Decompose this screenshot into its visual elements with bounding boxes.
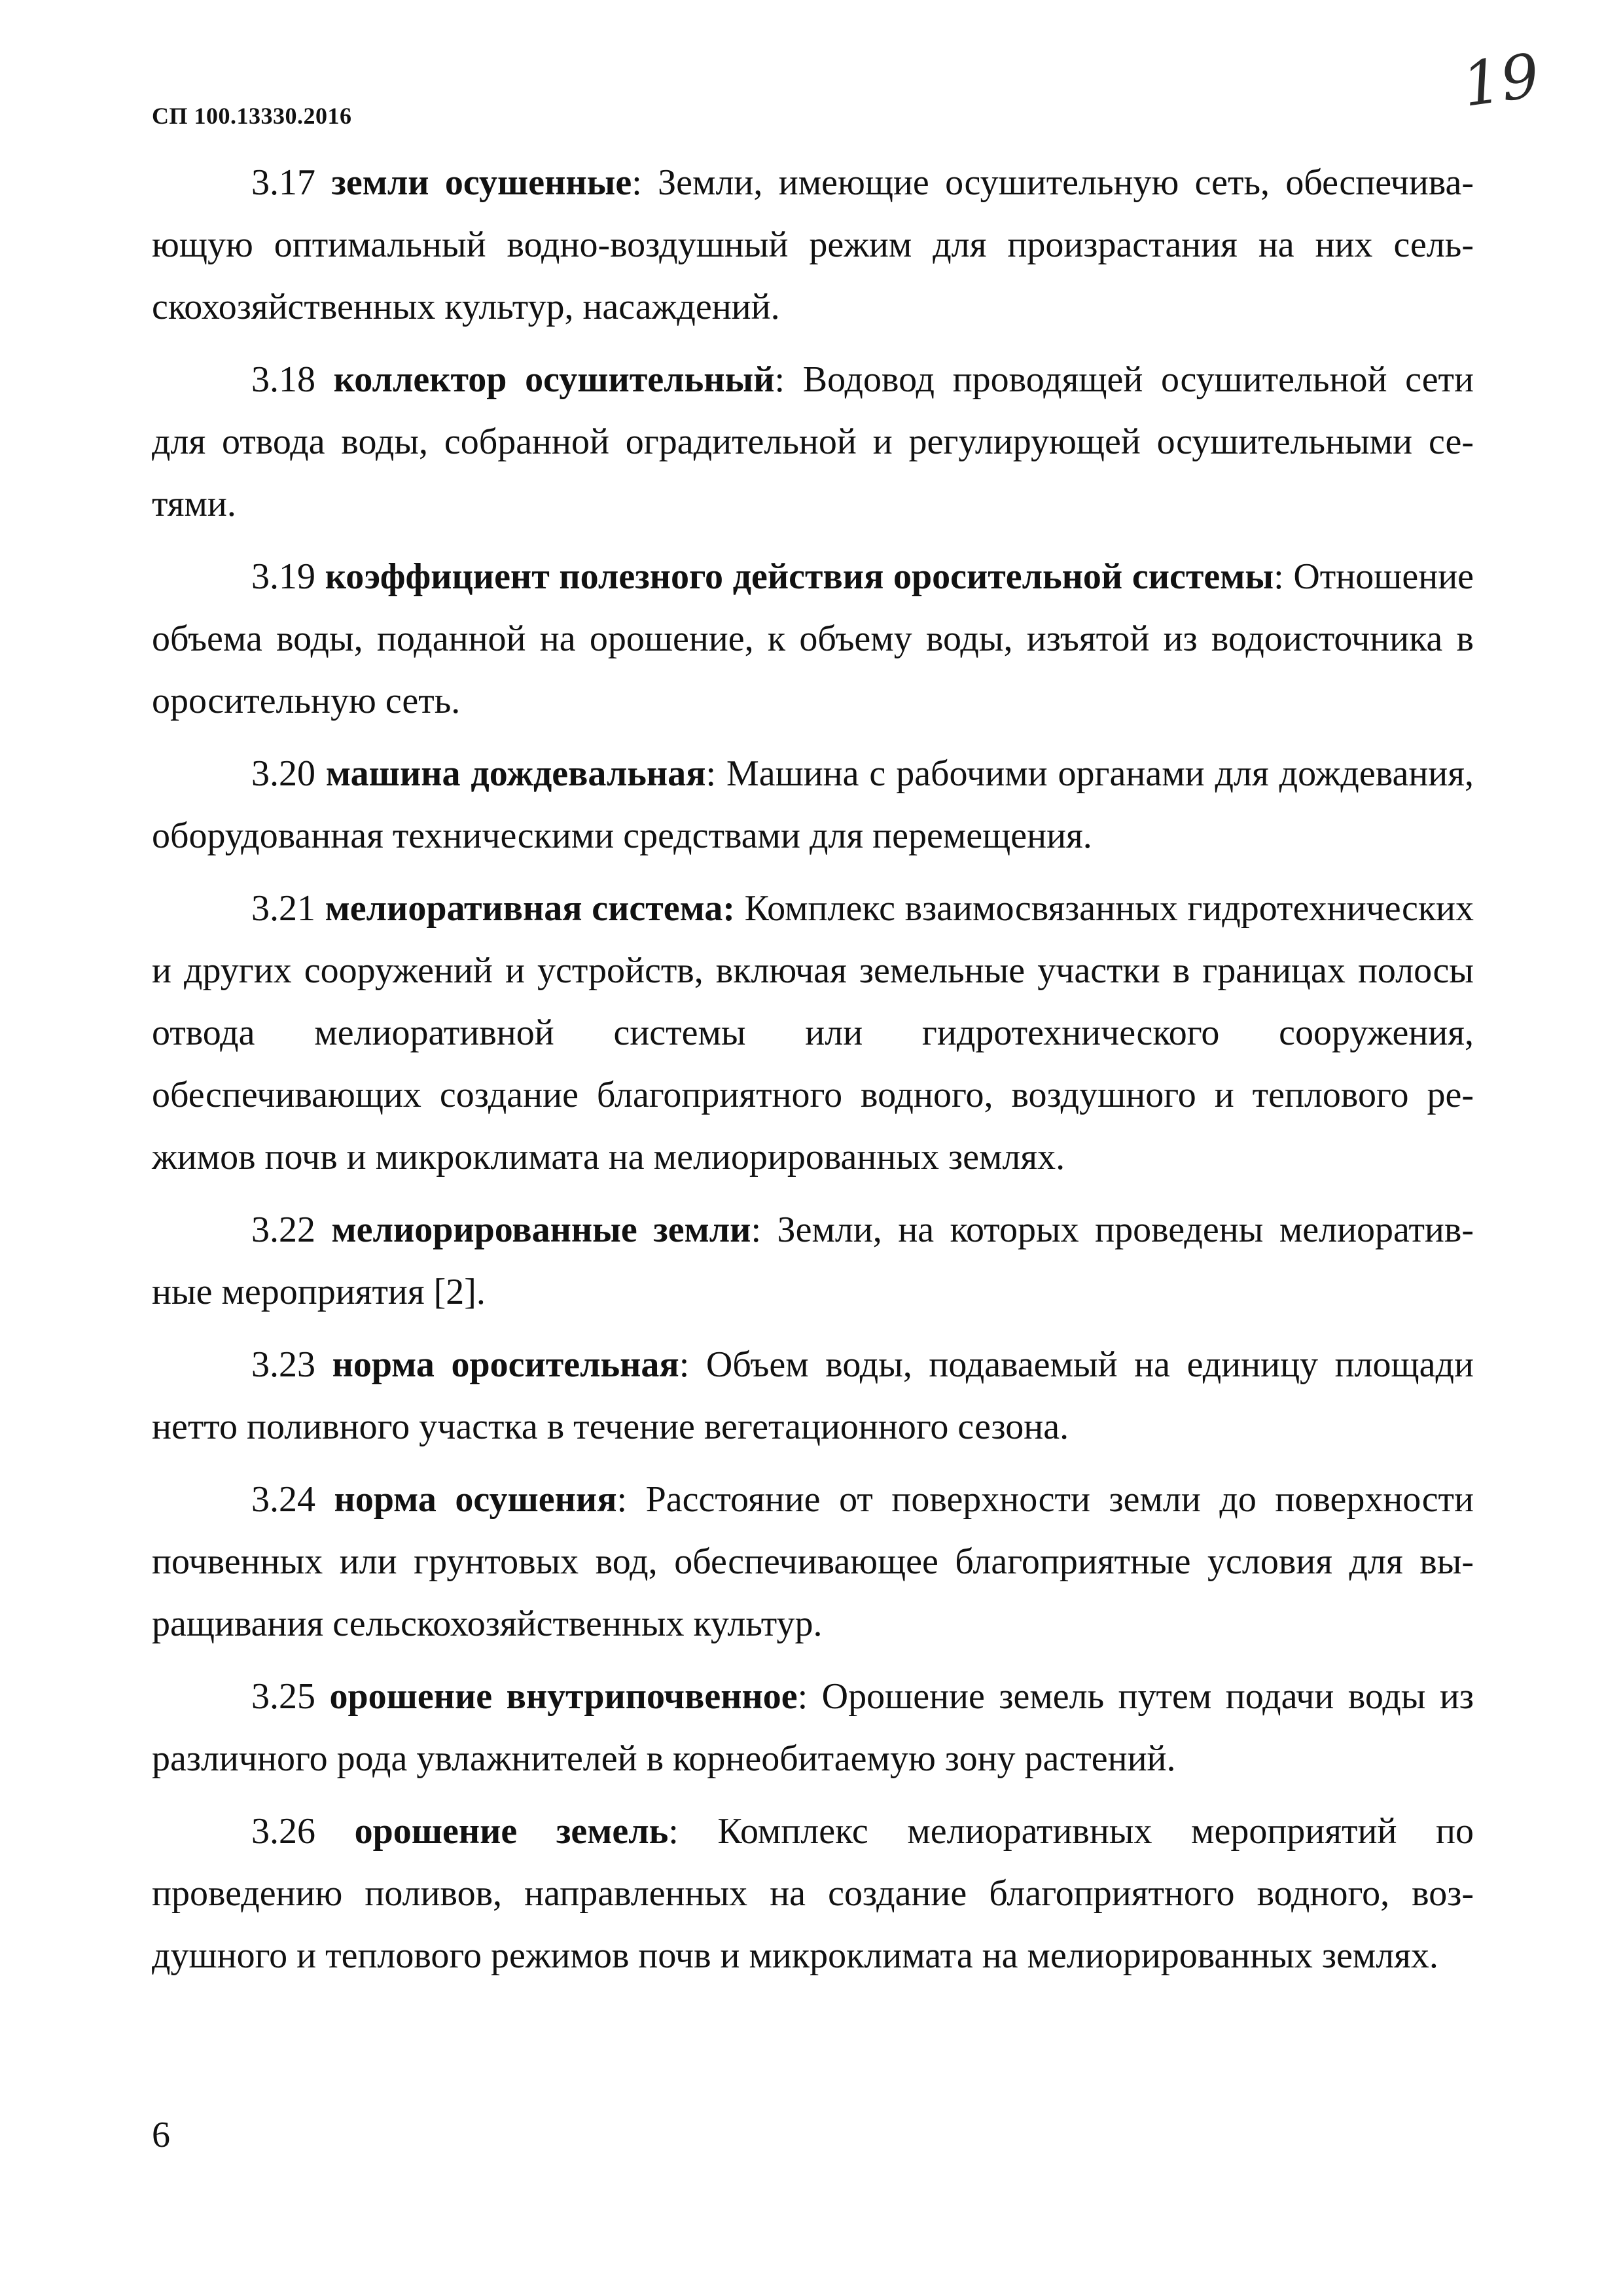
term-separator: : [705,753,717,794]
term-name: машина дождевальная [325,753,706,794]
term-number: 3.18 [251,359,315,400]
handwritten-page-number: 19 [1458,40,1544,120]
term-separator: : [632,162,642,203]
definition-3-26 [152,1801,1474,1987]
term-number: 3.25 [251,1676,315,1717]
term-name: орошение земель [354,1811,669,1852]
page-number: 6 [152,2115,170,2155]
definition-3-19 [152,546,1474,732]
definition-3-21 [152,878,1474,1189]
term-separator: : [616,1479,628,1520]
document-code: СП 100.13330.2016 [152,103,352,129]
term-number: 3.19 [251,556,315,597]
definition-3-18 [152,349,1474,535]
term-number: 3.20 [251,753,315,794]
term-definition: Водовод проводящей осушительной сети для отвода воды, собранной оградительной и регулирующей осушительными сетями. [152,359,1474,524]
term-definition: Отношение объема воды, поданной на орошение, к объему воды, изъятой из водоисточника в оросительную сеть. [152,556,1474,721]
definition-3-24 [152,1469,1474,1655]
term-name: норма осушения [334,1479,617,1520]
term-number: 3.26 [251,1811,315,1852]
term-name: мелиорированные земли [331,1210,751,1250]
term-separator: : [1274,556,1284,597]
definition-3-23 [152,1334,1474,1458]
definition-3-17 [152,152,1474,338]
term-definition: Земли, на которых проведены мелиоративные мероприятия [2]. [152,1210,1474,1312]
definition-3-22 [152,1199,1474,1323]
term-separator: : [774,359,785,400]
term-definition: Машина с рабочими органами для дождевания, оборудованная техническими средствами для перемещения. [152,753,1474,856]
term-number: 3.24 [251,1479,315,1520]
term-name: норма оросительная [332,1344,679,1385]
term-name: земли осушенные [331,162,632,203]
term-definition: Орошение земель путем подачи воды из различного рода увлажнителей в корнеобитаемую зону растений. [152,1676,1474,1779]
definition-3-25 [152,1666,1474,1790]
term-separator: : [668,1811,679,1852]
term-number: 3.17 [251,162,315,203]
definition-3-20 [152,743,1474,867]
definitions-section [152,152,1474,1998]
term-name: орошение внутрипочвенное [329,1676,798,1717]
term-definition: Земли, имеющие осушительную сеть, обеспечивающую оптимальный водно-воздушный режим для произрастания на них сельскохозяйственных культур, насаждений. [152,162,1474,327]
term-separator: : [679,1344,690,1385]
term-name: коэффициент полезного действия оросительной системы [325,556,1274,597]
term-definition: Комплекс мелиоративных мероприятий по проведению поливов, направленных на создание благоприятного водного, воздушного и теплового режимов почв и микроклимата на мелиорированных землях. [152,1811,1474,1976]
term-name: мелиоративная система: [325,888,735,929]
term-definition: Комплекс взаимосвязанных гидротехнических и других сооружений и устройств, включая земельные участки в границах полосы отвода мелиоративной системы или гидротехнического сооружения, обеспечивающих создание благоприятного водного, воздушного и теплового режимов почв и микроклимата на мелиорированных землях. [152,888,1474,1177]
term-number: 3.22 [251,1210,315,1250]
term-number: 3.21 [251,888,315,929]
term-definition: Расстояние от поверхности земли до поверхности почвенных или грунтовых вод, обеспечивающее благоприятные условия для выращивания сельскохозяйственных культур. [152,1479,1474,1644]
term-number: 3.23 [251,1344,315,1385]
term-name: коллектор осушительный [333,359,775,400]
term-separator: : [751,1210,762,1250]
term-definition: Объем воды, подаваемый на единицу площади нетто поливного участка в течение вегетационного сезона. [152,1344,1474,1447]
term-separator: : [797,1676,808,1717]
